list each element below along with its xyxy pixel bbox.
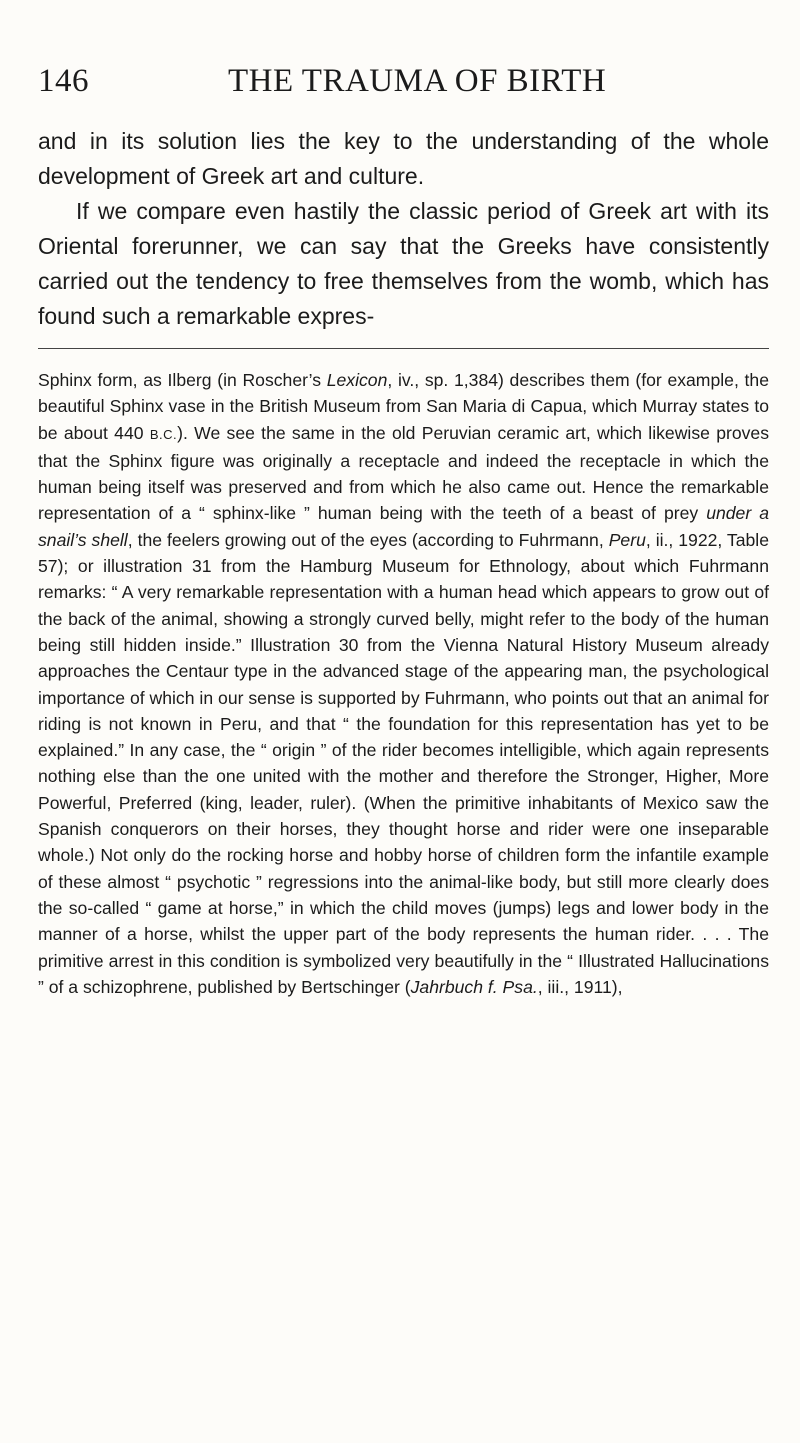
paragraph: If we compare even hastily the classic period of Greek art with its Oriental forerunner, we can say that the Greeks have consistently carried out the tendency to free themselves from the womb, which has found such a remarkable expres- <box>38 198 769 329</box>
footnote-small-caps-bc: B.C. <box>149 426 178 442</box>
footnote <box>38 367 769 1000</box>
footnote-segment: , ii., 1922, Table 57); or illustration 31 from the Hamburg Museum for Ethnology, about which Fuhrmann remarks: “ A very remarkable representation with a human head which appears to grow out of the back of the animal, showing a strongly curved belly, might refer to the body of the human being still hidden inside.” Illustration 30 from the Vienna Natural History Museum already approaches the Centaur type in the advanced stage of the appearing man, the psychological importance of which in our sense is supported by Fuhrmann, who points out that an animal for riding is not known in Peru, and that “ the foundation for this representation has yet to be explained.” In any case, the “ origin ” of the rider becomes intelligible, which again represents nothing else than the one united with the mother and therefore the Stronger, Higher, More Powerful, Preferred (king, leader, ruler). (When the primitive inhabitants of Mexico saw the Spanish conquerors on their horses, they thought horse and rider were one inseparable whole.) Not only do the rocking horse and hobby horse of children form the infantile example of these almost “ psychotic ” regressions into the animal-like body, but still more clearly does the so-called “ game at horse,” in which the child moves (jumps) legs and lower body in the manner of a horse, whilst the upper part of the body represents the human rider. . . . The primitive arrest in this condition is symbolized very beautifully in the “ Illustrated Hallucinations ” of a schizophrene, published by Bertschinger ( <box>38 529 769 997</box>
paragraph-continued: and in its solution lies the key to the understanding of the whole development of Greek art and culture. <box>38 128 769 189</box>
footnote-segment: , iii., 1911), <box>537 976 623 997</box>
page-number: 146 <box>38 63 89 99</box>
footnote-italic-snail-shell: under a snail’s shell <box>38 503 770 550</box>
footnote-italic-jahrbuch: Jahrbuch f. Psa. <box>410 976 538 997</box>
running-title: THE TRAUMA OF BIRTH <box>228 63 607 99</box>
footnote-segment: , the feelers growing out of the eyes (according to Fuhrmann, <box>127 529 609 550</box>
footnote-segment: , iv., sp. 1,384) describes them (for example, the beautiful Sphinx vase in the British Museum from San Maria di Capua, which Murray states to be about 440 <box>38 370 769 443</box>
book-page <box>38 62 769 1000</box>
main-text <box>38 124 769 334</box>
footnote-divider <box>38 348 769 349</box>
footnote-italic-lexicon: Lexicon <box>326 370 388 390</box>
running-head <box>38 62 769 100</box>
footnote-segment: Sphinx form, as Ilberg (in Roscher’s <box>38 370 327 390</box>
footnote-segment: ). We see the same in the old Peruvian ceramic art, which likewise proves that the Sphinx figure was originally a receptacle and indeed the receptacle in which the human being itself was preserved and from which he also came out. Hence the remarkable representation of a “ sphinx-like ” human being with the teeth of a beast of prey <box>38 422 769 524</box>
footnote-italic-peru: Peru <box>608 529 646 550</box>
footnote-text <box>38 367 769 1000</box>
